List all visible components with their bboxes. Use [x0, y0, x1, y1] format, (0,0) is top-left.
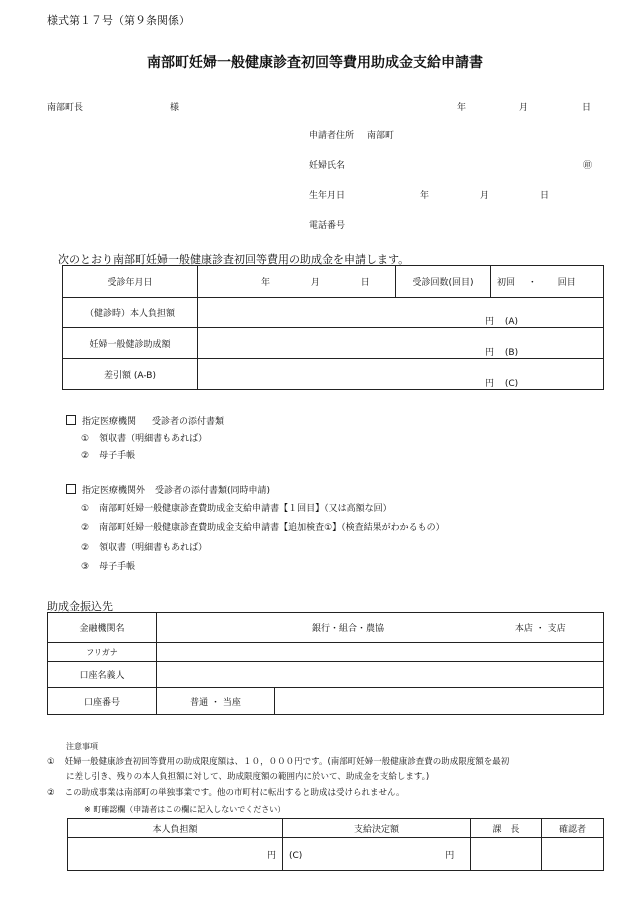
other-item: ① 南部町妊婦一般健康診査費助成金支給申請書【１回目】（又は高額な回）	[81, 504, 392, 514]
application-table	[62, 265, 604, 390]
visit-row	[63, 266, 604, 298]
office-yen-1: 円	[266, 850, 276, 861]
first-label: 初回	[497, 278, 516, 288]
designated-heading-right: 受診者の添付書類	[152, 417, 225, 427]
row-a-field[interactable]	[198, 298, 604, 328]
form-number: 様式第１７号（第９条関係）	[47, 14, 190, 27]
amount-row-a	[63, 298, 604, 328]
row-a-unit: 円	[485, 317, 495, 327]
visit-day-label: 日	[360, 278, 370, 288]
office-col-chief: 課 長	[471, 819, 542, 838]
office-c-mark: (C)	[289, 850, 303, 861]
office-col-check: 確認者	[542, 819, 604, 838]
holder-label: 口座名義人	[48, 662, 157, 688]
phone-label: 電話番号	[309, 221, 346, 231]
bank-table	[47, 612, 604, 715]
date-day-label: 日	[582, 103, 592, 113]
other-heading-right: 受診者の添付書類(同時申請)	[155, 486, 271, 496]
visit-date-field[interactable]	[198, 266, 396, 298]
bank-title: 助成金振込先	[47, 600, 113, 613]
furigana-label: フリガナ	[48, 643, 157, 662]
row-c-unit: 円	[485, 379, 495, 389]
applicant-address-value: 南部町	[367, 131, 395, 141]
date-year-label: 年	[457, 103, 467, 113]
designated-heading-left: 指定医療機関	[82, 417, 137, 427]
notes-title: 注意事項	[66, 742, 98, 751]
birth-day-label: 日	[540, 191, 550, 201]
other-heading-left: 指定医療機関外	[82, 486, 146, 496]
visit-count-label: 受診回数(回目)	[396, 266, 491, 298]
row-a-code: (A)	[504, 317, 519, 327]
other-item: ② 領収書（明細書もあれば）	[81, 543, 208, 553]
page-title: 南部町妊婦一般健康診査初回等費用助成金支給申請書	[147, 55, 483, 71]
row-b-unit: 円	[485, 348, 495, 358]
office-table	[67, 818, 604, 871]
applicant-name-label: 妊婦氏名	[309, 161, 346, 171]
birth-month-label: 月	[480, 191, 490, 201]
account-number-field[interactable]	[275, 688, 604, 715]
account-label: 口座番号	[48, 688, 157, 715]
office-caption: ※ 町確認欄（申請者はこの欄に記入しないでください）	[84, 805, 286, 814]
applicant-address-label: 申請者住所	[309, 131, 355, 141]
row-c-label: 差引額 (A-B)	[63, 359, 198, 390]
visit-year-label: 年	[261, 278, 271, 288]
other-checkbox[interactable]	[66, 484, 76, 494]
visit-count-field[interactable]	[491, 266, 604, 298]
office-chief-field[interactable]	[471, 838, 542, 871]
holder-field[interactable]	[157, 662, 604, 688]
furigana-field[interactable]	[157, 643, 604, 662]
visit-date-label: 受診年月日	[63, 266, 198, 298]
note-item: ② この助成事業は南部町の単独事業です。他の市町村に転出すると助成は受けられません。	[47, 788, 405, 798]
other-item: ② 南部町妊婦一般健康診査費助成金支給申請書【追加検査①】（検査結果がわかるもの）	[81, 523, 445, 533]
institution-types: 銀行・組合・農協	[312, 624, 385, 634]
office-check-field[interactable]	[542, 838, 604, 871]
row-c-field[interactable]	[198, 359, 604, 390]
office-col-decision: 支給決定額	[283, 819, 471, 838]
account-types[interactable]: 普通 ・ 当座	[157, 688, 275, 715]
amount-row-c	[63, 359, 604, 390]
row-b-field[interactable]	[198, 328, 604, 359]
addressee: 南部町長	[47, 103, 84, 113]
row-b-code: (B)	[504, 348, 519, 358]
office-burden-field[interactable]	[68, 838, 283, 871]
visit-month-label: 月	[310, 278, 320, 288]
addressee-sama: 様	[170, 103, 180, 113]
branch-types: 本店 ・ 支店	[514, 624, 566, 634]
seal-mark: ㊞	[583, 161, 593, 171]
birth-date-label: 生年月日	[309, 191, 346, 201]
count-suffix: 回目	[557, 278, 576, 288]
birth-year-label: 年	[420, 191, 430, 201]
institution-field[interactable]	[157, 613, 604, 643]
date-month-label: 月	[519, 103, 529, 113]
row-b-label: 妊婦一般健診助成額	[63, 328, 198, 359]
row-a-label: （健診時）本人負担額	[63, 298, 198, 328]
office-decision-field[interactable]	[283, 838, 471, 871]
amount-row-b	[63, 328, 604, 359]
institution-label: 金融機関名	[48, 613, 157, 643]
other-heading	[66, 483, 270, 496]
office-col-burden: 本人負担額	[68, 819, 283, 838]
other-item: ③ 母子手帳	[81, 562, 136, 572]
row-c-code: (C)	[504, 379, 519, 389]
designated-item: ① 領収書（明細書もあれば）	[81, 434, 208, 444]
designated-heading	[66, 414, 224, 427]
note-item: ① 妊婦一般健康診査初回等費用の助成限度額は、１０，０００円です。(南部町妊婦一般健康診査費の助成限度額を最初	[47, 757, 510, 767]
note-item-cont: に差し引き、残りの本人負担額に対して、助成限度額の範囲内に於いて、助成金を支給します。)	[66, 772, 430, 782]
intro-text: 次のとおり南部町妊婦一般健康診査初回等費用の助成金を申請します。	[58, 253, 410, 266]
first-dot: ・	[527, 278, 537, 288]
designated-item: ② 母子手帳	[81, 451, 136, 461]
office-yen-2: 円	[445, 850, 455, 861]
designated-checkbox[interactable]	[66, 415, 76, 425]
